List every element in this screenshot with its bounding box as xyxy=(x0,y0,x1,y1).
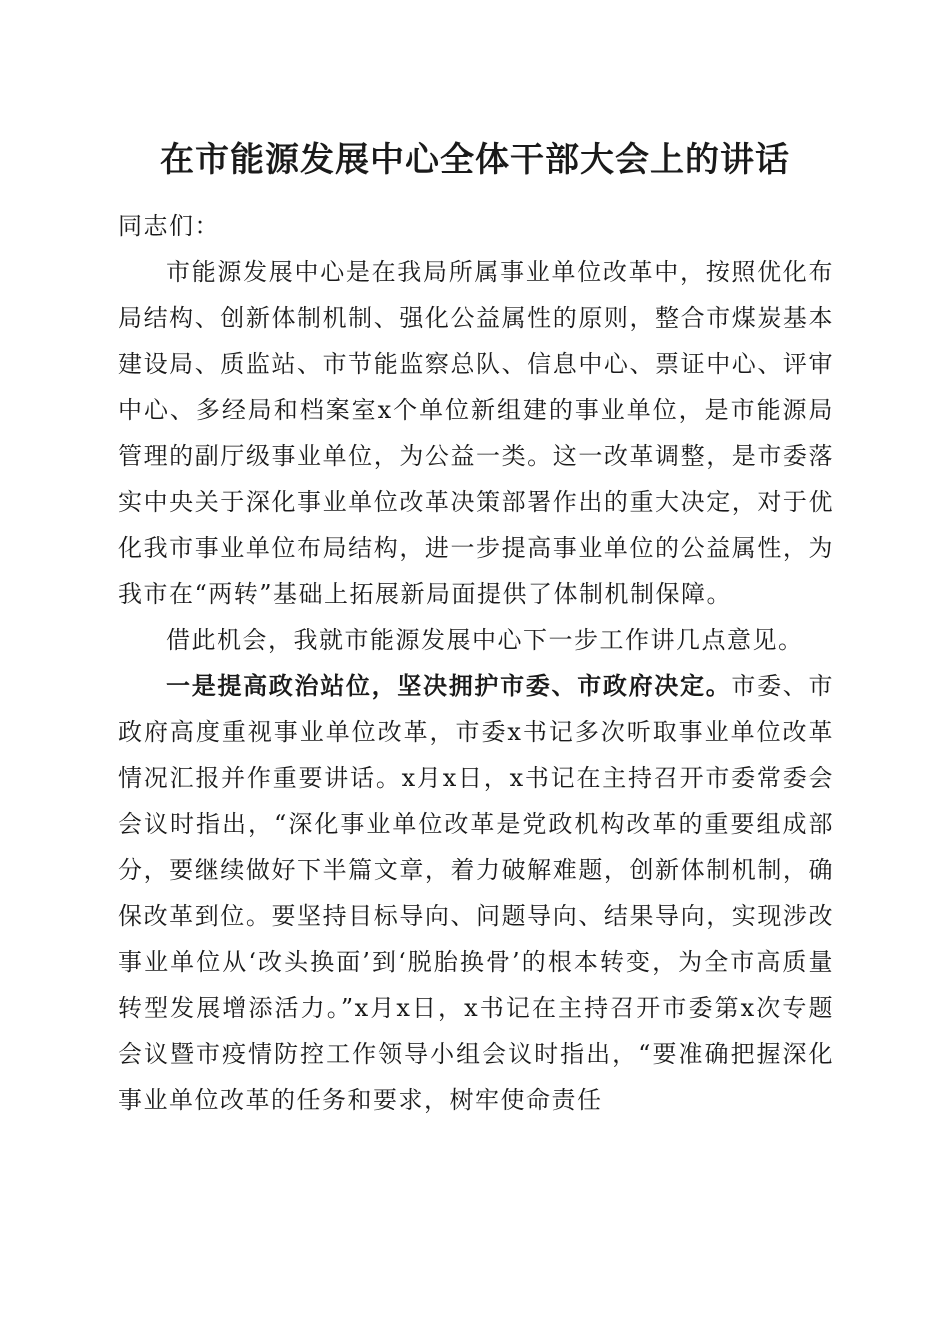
paragraph-point-one xyxy=(118,663,834,1123)
paragraph-text: 借此机会，我就市能源发展中心下一步工作讲几点意见。 xyxy=(166,626,804,654)
paragraph-text: 市能源发展中心是在我局所属事业单位改革中，按照优化布局结构、创新体制机制、强化公益属性的原则，整合市煤炭基本建设局、质监站、市节能监察总队、信息中心、票证中心、评审中心、多经局和档案室x个单位新组建的事业单位，是市能源局管理的副厅级事业单位，为公益一类。这一改革调整，是市委落实中央关于深化事业单位改革决策部署作出的重大决定，对于优化我市事业单位布局结构，进一步提高事业单位的公益属性，为我市在“两转”基础上拓展新局面提供了体制机制保障。 xyxy=(118,258,834,608)
document-body xyxy=(118,203,834,1123)
document-title: 在市能源发展中心全体干部大会上的讲话 xyxy=(160,140,790,180)
paragraph-lead-heading: 一是提高政治站位，坚决拥护市委、市政府决定。 xyxy=(166,671,732,700)
paragraph-text: 市委、市政府高度重视事业单位改革，市委x书记多次听取事业单位改革情况汇报并作重要讲话。x月x日，x书记在主持召开市委常委会会议时指出，“深化事业单位改革是党政机构改革的重要组成部分，要继续做好下半篇文章，着力破解难题，创新体制机制，确保改革到位。要坚持目标导向、问题导向、结果导向，实现涉改事业单位从‘改头换面’到‘脱胎换骨’的根本转变，为全市高质量转型发展增添活力。”x月x日，x书记在主持召开市委第x次专题会议暨市疫情防控工作领导小组会议时指出，“要准确把握深化事业单位改革的任务和要求，树牢使命责任 xyxy=(118,672,835,1114)
paragraph-intro xyxy=(118,249,834,617)
paragraph-transition xyxy=(118,617,834,663)
salutation: 同志们： xyxy=(118,212,220,240)
